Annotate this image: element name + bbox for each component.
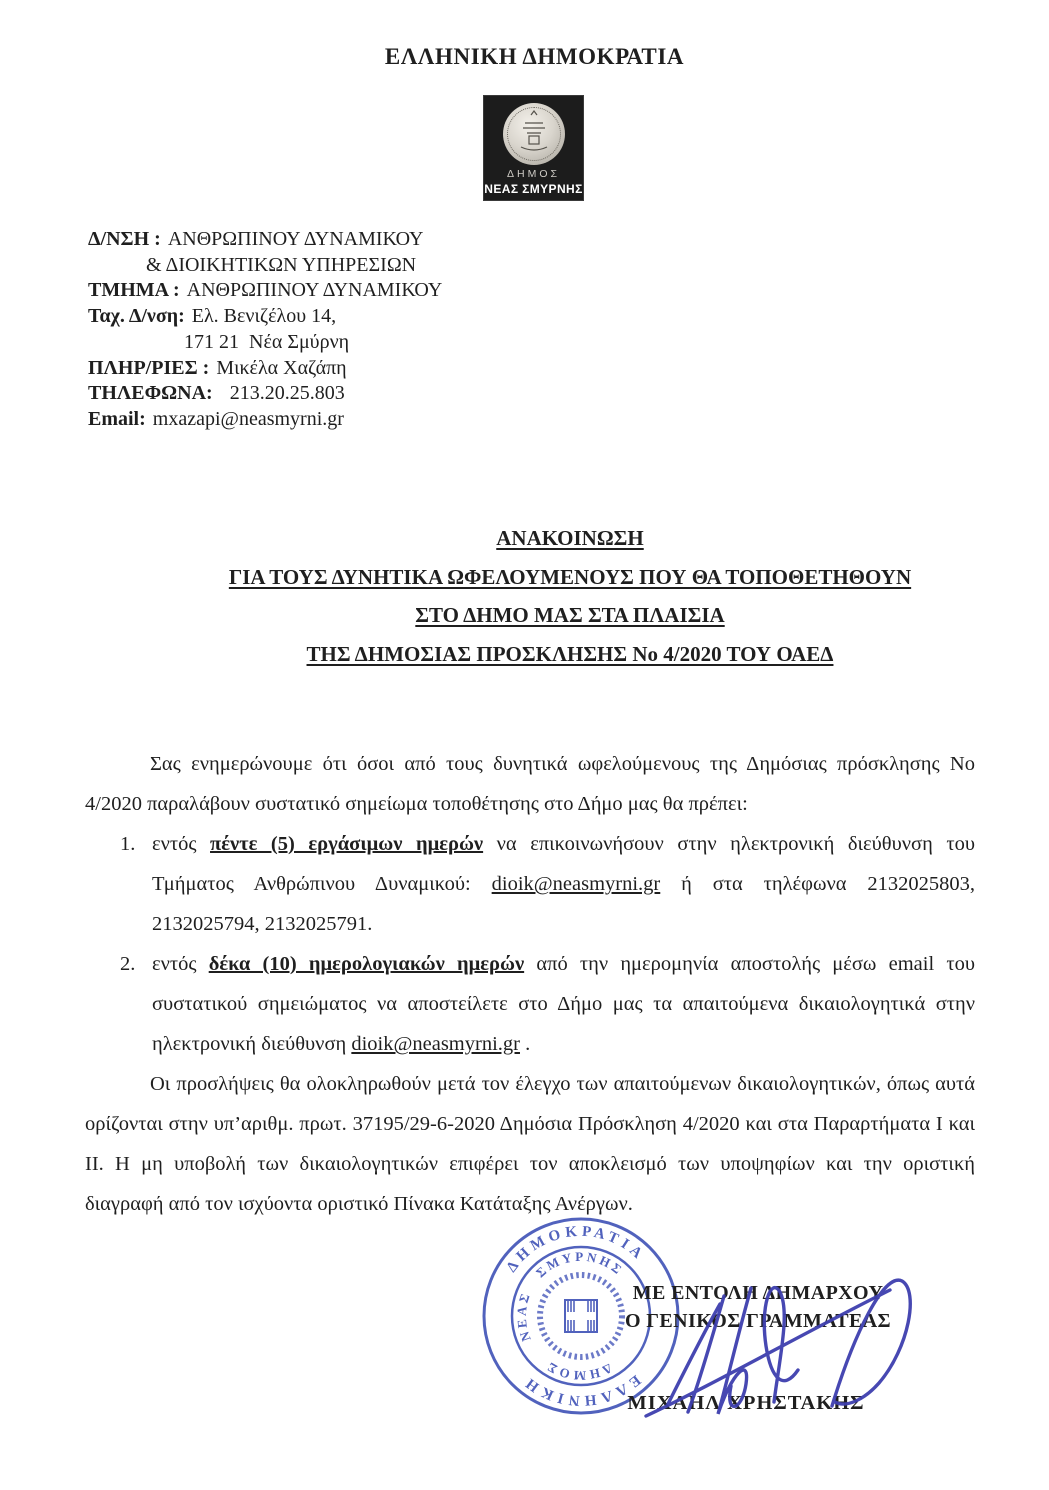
municipality-logo [483, 95, 584, 201]
announcement-subtitle-3-text: ΤΗΣ ΔΗΜΟΣΙΑΣ ΠΡΟΣΚΛΗΣΗΣ Νο 4/2020 ΤΟΥ ΟΑΕΔ [306, 641, 834, 666]
contact-row-phone [88, 381, 442, 407]
body-text [85, 744, 975, 1224]
contact-email-value: mxazapi@neasmyrni.gr [152, 407, 344, 430]
announcement-subtitle-1 [120, 558, 1020, 597]
list-item-1-mid: να επικοινωνήσουν στην ηλεκτρονική διεύθυνση του Τμήματος Ανθρώπινου Δυναμικού: [152, 833, 975, 895]
list-item-2-number: 2. [120, 953, 136, 975]
email-link[interactable]: dioik@neasmyrni.gr [351, 1033, 520, 1055]
closing-paragraph: Οι προσλήψεις θα ολοκληρωθούν μετά τον έλεγχο των απαιτούμενων δικαιολογητικών, όπως αυτά ορίζονται στην υπ’αριθμ. πρωτ. 37195/29-6-2020 Δημόσια Πρόσκληση 4/2020 και στα Παραρτήματα Ι και ΙΙ. Η μη υποβολή των δικαιολογητικών επιφέρει τον αποκλεισμό των υποψηφίων και την οριστική διαγραφή από τον ισχύοντα οριστικό Πίνακα Κατάταξης Ανέργων. [85, 1073, 975, 1215]
list-item-1-number: 1. [120, 833, 136, 855]
contact-label: Ταχ. Δ/νση: [88, 305, 185, 328]
announcement-subtitle-1-text: ΓΙΑ ΤΟΥΣ ΔΥΝΗΤΙΚΑ ΩΦΕΛΟΥΜΕΝΟΥΣ ΠΟΥ ΘΑ ΤΟΠΟΘΕΤΗΘΟΥΝ [228, 564, 912, 589]
email-link[interactable]: dioik@neasmyrni.gr [491, 873, 661, 895]
list-item-1-deadline: πέντε (5) εργάσιμων ημερών [210, 833, 484, 855]
contact-value: ΑΝΘΡΩΠΙΝΟΥ ΔΥΝΑΜΙΚΟΥ [186, 279, 443, 302]
list-item-1-post: ή στα τηλέφωνα 2132025803, 2132025794, 2132025791. [152, 873, 975, 935]
list-item-2-pre: εντός [152, 953, 209, 975]
handwritten-signature [628, 1264, 938, 1424]
contact-block [88, 227, 442, 433]
contact-label: ΠΛΗΡ/ΡΙΕΣ : [88, 356, 210, 379]
contact-row-directorate-cont [88, 253, 442, 279]
list-item-1-pre: εντός [152, 833, 211, 855]
list-item-2-mid: από την ημερομηνία αποστολής μέσω email του συστατικού σημειώματος να αποστείλετε στο Δήμο μας τα απαιτούμενα δικαιολογητικά στην ηλεκτρονική διεύθυνση [152, 953, 975, 1055]
contact-label: ΤΗΛΕΦΩΝΑ: [88, 382, 213, 405]
contact-row-address [88, 304, 442, 330]
logo-seal-engraving [503, 103, 565, 165]
contact-value: 171 21 Νέα Σμύρνη [184, 330, 350, 353]
contact-value: 213.20.25.803 [219, 382, 345, 405]
logo-municipality-word: ΔΗΜΟΣ [506, 168, 560, 180]
list-item-2-deadline: δέκα (10) ημερολογιακών ημερών [208, 953, 525, 975]
announcement-subtitle-2 [120, 596, 1020, 635]
stamp-inner-text-word2: ΝΕΑΣ [513, 1288, 534, 1344]
announcement-subtitle-2-text: ΣΤΟ ΔΗΜΟ ΜΑΣ ΣΤΑ ΠΛΑΙΣΙΑ [415, 603, 725, 628]
announcement-subtitle-3 [120, 635, 1020, 674]
contact-row-department [88, 278, 442, 304]
contact-row-info-person [88, 356, 442, 382]
contact-label: Δ/ΝΣΗ : [88, 228, 161, 250]
contact-value: ΑΝΘΡΩΠΙΝΟΥ ΔΥΝΑΜΙΚΟΥ [167, 228, 424, 250]
contact-row-address-cont [88, 330, 442, 356]
contact-value: Ελ. Βενιζέλου 14, [191, 305, 337, 328]
announcement-heading-text: ΑΝΑΚΟΙΝΩΣΗ [496, 526, 644, 550]
stamp-outer-text-word2: ΔΗΜΟΚΡΑΤΙΑ [503, 1223, 649, 1276]
stamp-inner-text-word1: ΔΗΜΟΣ [542, 1357, 615, 1384]
announcement-title-block [120, 519, 1020, 673]
signatory-name: ΜΙΧΑΗΛ ΧΡΗΣΤΑΚΗΣ [627, 1392, 865, 1414]
announcement-heading [120, 519, 1020, 558]
secretary-role-line: Ο ΓΕΝΙΚΟΣ ΓΡΑΜΜΑΤΕΑΣ [624, 1310, 892, 1332]
contact-value: & ΔΙΟΙΚΗΤΙΚΩΝ ΥΠΗΡΕΣΙΩΝ [146, 253, 417, 276]
logo-municipality-name: ΝΕΑΣ ΣΜΥΡΝΗΣ [484, 181, 583, 196]
intro-paragraph: Σας ενημερώνουμε ότι όσοι από τους δυνητικά ωφελούμενους της Δημόσιας πρόσκλησης Νο 4/2020 παραλάβουν συστατικό σημείωμα τοποθέτησης στο Δήμο μας θα πρέπει: [85, 753, 975, 815]
list-item-2 [85, 944, 975, 1064]
contact-row-directorate [88, 227, 442, 253]
list-item-2-post: . [519, 1033, 531, 1055]
by-order-line: ΜΕ ΕΝΤΟΛΗ ΔΗΜΑΡΧΟΥ [632, 1282, 884, 1304]
logo-seal-image [503, 103, 565, 165]
contact-row-email [88, 407, 442, 433]
contact-label: Email: [88, 407, 146, 430]
stamp-inner-text-word3: ΣΜΥΡΝΗΣ [532, 1248, 627, 1281]
contact-label: ΤΜΗΜΑ : [88, 279, 180, 302]
stamp-outer-text-word1: ΕΛΛΗΝΙΚΗ [519, 1371, 644, 1409]
republic-title: ΕΛΛΗΝΙΚΗ ΔΗΜΟΚΡΑΤΙΑ [384, 44, 685, 69]
contact-value: Μικέλα Χαζάπη [216, 356, 347, 379]
list-item-1 [85, 824, 975, 944]
